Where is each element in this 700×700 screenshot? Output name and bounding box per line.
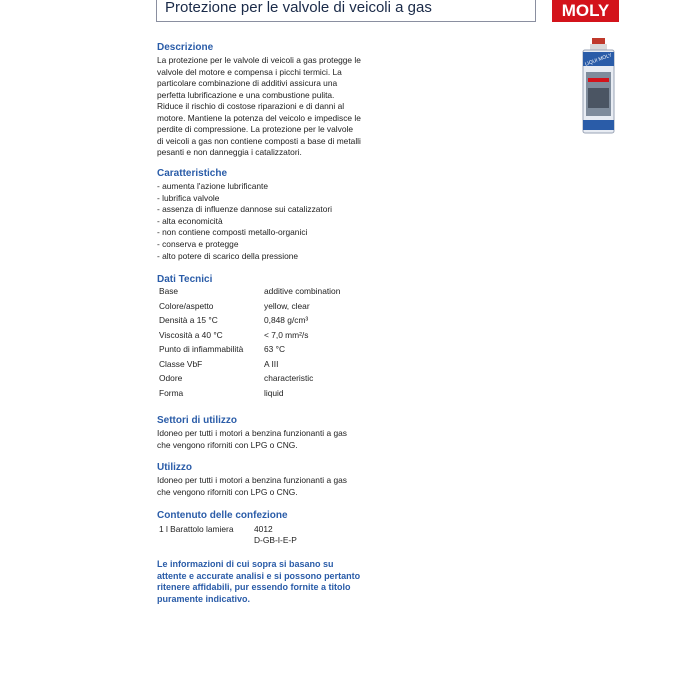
table-key: Base — [159, 286, 179, 296]
description-line: particolare combinazione di additivi assicura una — [157, 78, 338, 88]
description-text — [157, 55, 361, 159]
list-item: - assenza di influenze dannose sui catalizzatori — [157, 204, 333, 215]
table-value: additive combination — [264, 286, 341, 296]
table-value: characteristic — [264, 373, 314, 383]
oil-can-icon — [580, 38, 617, 134]
table-value: 0,848 g/cm³ — [264, 315, 309, 325]
description-line: valvole del motore e compensa i picchi termici. La — [157, 66, 342, 77]
settori-text — [157, 428, 347, 451]
table-key: Classe VbF — [159, 358, 203, 369]
page-title: Protezione per le valvole di veicoli a gas — [156, 0, 536, 22]
disclaimer-line: puramente indicativo. — [157, 593, 251, 604]
description-line: pesanti e non danneggia i catalizzatori. — [157, 147, 302, 157]
disclaimer-line: ritenere affidabili, pur essendo fornite a titolo — [157, 582, 351, 592]
table-key: Punto di infiammabilità — [159, 344, 244, 354]
description-line: Riduce il rischio di costose riparazioni e di danni al — [157, 101, 345, 111]
description-line: di veicoli a gas non contiene composti a base di metalli — [157, 135, 361, 146]
liqui-moly-logo: MOLY — [552, 0, 619, 22]
description-line: perfetta lubrificazione e una combustione pulita. — [157, 89, 335, 100]
table-value: liquid — [264, 387, 284, 398]
list-item: - alto potere di scarico della pressione — [157, 250, 299, 261]
section-heading-descrizione: Descrizione — [157, 42, 214, 53]
package-code: 4012 — [254, 524, 273, 534]
list-item: - aumenta l'azione lubrificante — [157, 181, 269, 191]
disclaimer-text — [157, 559, 360, 605]
list-item: - alta economicità — [157, 215, 223, 226]
table-key: Forma — [159, 387, 184, 398]
section-heading-settori: Settori di utilizzo — [157, 415, 237, 426]
list-item: - conserva e protegge — [157, 238, 239, 249]
table-value: 63 °C — [264, 344, 286, 354]
utilizzo-line: che vengono riforniti con LPG o CNG. — [157, 486, 298, 497]
section-heading-utilizzo: Utilizzo — [157, 462, 192, 473]
description-line: perdite di compressione. La protezione per le valvole — [157, 124, 353, 134]
disclaimer-line: Le informazioni di cui sopra si basano su — [157, 559, 334, 569]
list-item: - non contiene composti metallo-organici — [157, 227, 308, 238]
package-item: 1 l Barattolo lamiera — [159, 524, 234, 534]
table-key: Densità a 15 °C — [159, 315, 218, 325]
svg-text:LIQUI MOLY: LIQUI MOLY — [584, 52, 613, 68]
description-line: La protezione per le valvole di veicoli a gas protegge le — [157, 55, 361, 65]
table-key: Odore — [159, 373, 183, 383]
section-heading-confezione: Contenuto delle confezione — [157, 510, 288, 521]
table-value: A III — [264, 358, 279, 369]
table-value: yellow, clear — [264, 300, 310, 311]
disclaimer-line: attente e accurate analisi e si possono pertanto — [157, 570, 361, 581]
package-languages: D-GB-I-E-P — [254, 535, 297, 545]
section-heading-caratteristiche: Caratteristiche — [157, 168, 228, 179]
list-item: - lubrifica valvole — [157, 192, 220, 203]
features-list — [157, 181, 332, 262]
settori-line: che vengono riforniti con LPG o CNG. — [157, 439, 298, 450]
table-value: < 7,0 mm²/s — [264, 329, 309, 340]
utilizzo-line: Idoneo per tutti i motori a benzina funzionanti a gas — [157, 475, 347, 485]
table-key: Viscosità a 40 °C — [159, 329, 223, 340]
description-line: motore. Mantiene la potenza del veicolo e impedisce le — [157, 112, 361, 123]
settori-line: Idoneo per tutti i motori a benzina funzionanti a gas — [157, 428, 347, 438]
utilizzo-text — [157, 475, 347, 498]
table-key: Colore/aspetto — [159, 300, 214, 311]
section-heading-dati-tecnici: Dati Tecnici — [157, 274, 213, 285]
